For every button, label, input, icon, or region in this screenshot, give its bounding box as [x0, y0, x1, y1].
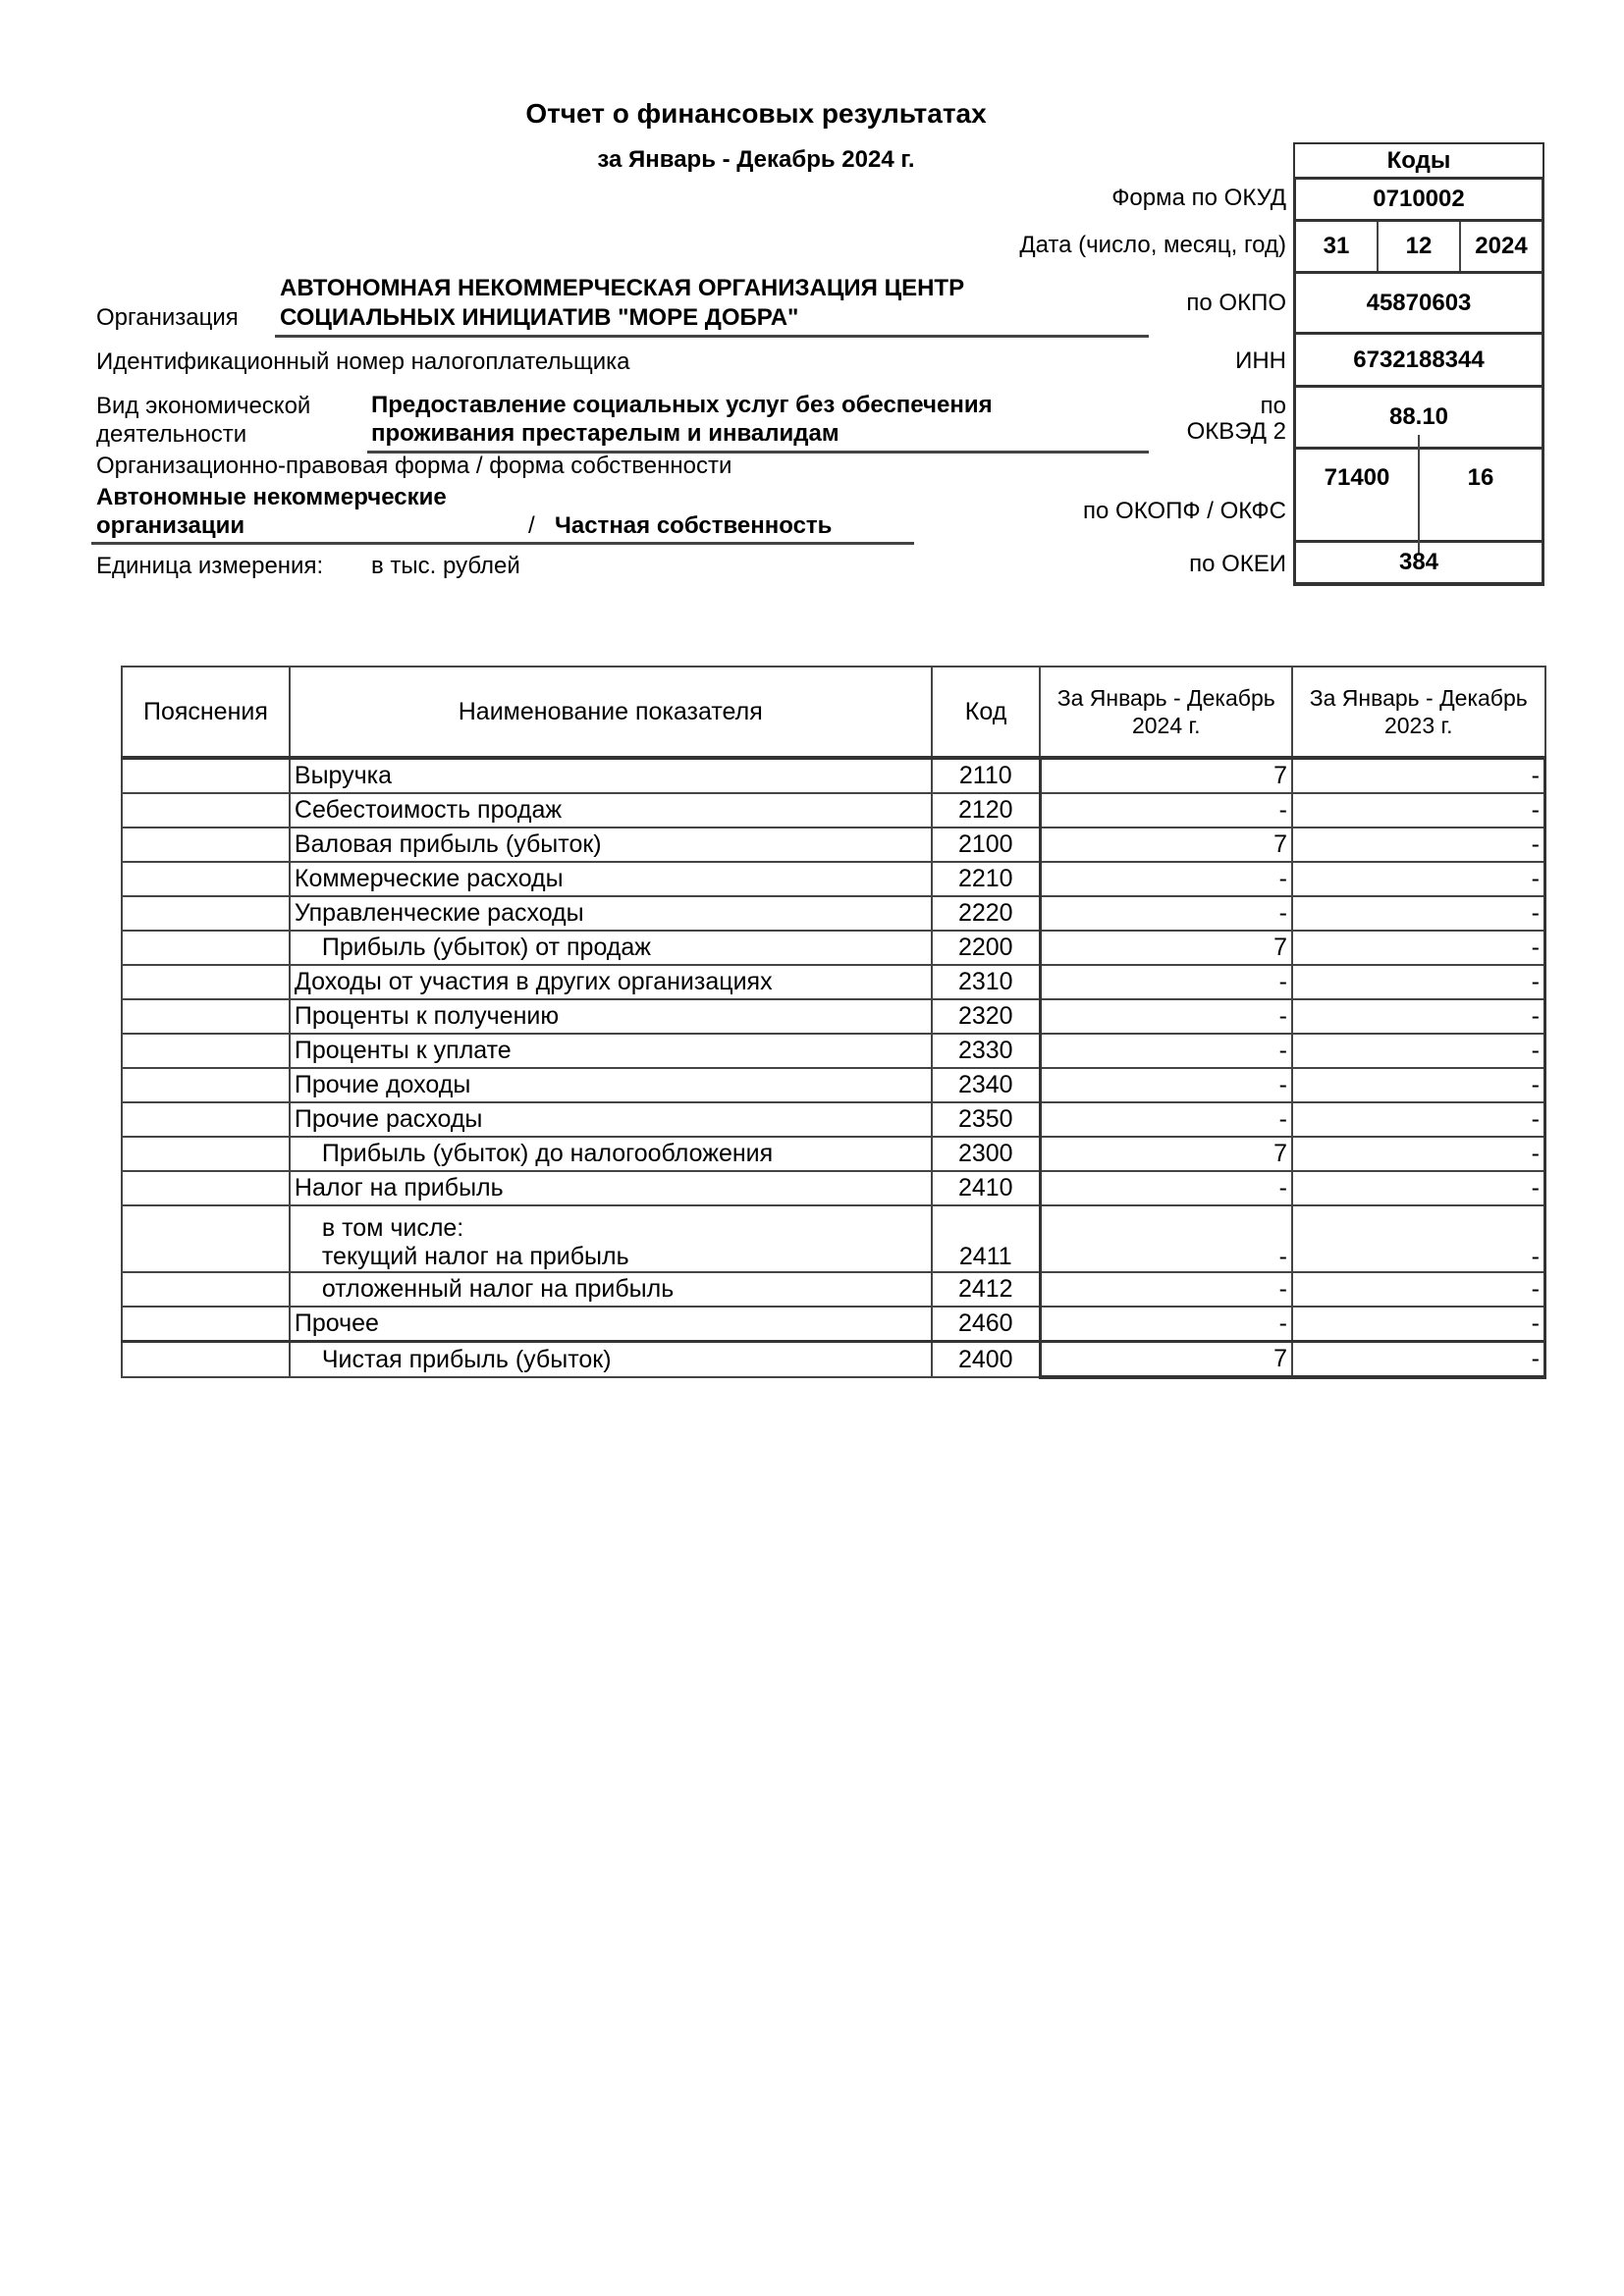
okpo-label: по ОКПО	[1186, 290, 1286, 316]
okpo-value: 45870603	[1293, 274, 1544, 335]
report-title: Отчет о финансовых результатах	[525, 98, 987, 129]
row-code: 2350	[932, 1102, 1041, 1137]
legal-form-label: Организационно-правовая форма / форма собственности	[96, 453, 732, 479]
okopf-okfs-row	[1293, 450, 1544, 543]
row-value-current: 7	[1040, 828, 1292, 862]
row-code: 2300	[932, 1137, 1041, 1171]
activity-line-2: проживания престарелым и инвалидам	[367, 420, 1149, 454]
row-name: Прибыль (убыток) от продаж	[290, 931, 932, 965]
row-code: 2310	[932, 965, 1041, 999]
row-name-prefix: в том числе:	[321, 1214, 464, 1242]
okved-label-1: по	[1260, 393, 1286, 419]
activity-line-1: Предоставление социальных услуг без обеспечения	[371, 392, 993, 418]
table-row	[122, 793, 1545, 828]
row-value-previous: -	[1292, 758, 1545, 793]
row-value-current: -	[1040, 1034, 1292, 1068]
row-value-previous: -	[1292, 1068, 1545, 1102]
row-code: 2330	[932, 1034, 1041, 1068]
row-code: 2110	[932, 758, 1041, 793]
row-name: Прочее	[290, 1307, 932, 1342]
header-code: Код	[932, 667, 1041, 758]
row-value-previous: -	[1292, 828, 1545, 862]
row-notes	[122, 896, 290, 931]
table-row	[122, 1342, 1545, 1378]
row-value-current: -	[1040, 1272, 1292, 1307]
row-value-current: 7	[1040, 1137, 1292, 1171]
table-row	[122, 758, 1545, 793]
table-row	[122, 999, 1545, 1034]
header-current-line-2: 2024 г.	[1131, 713, 1201, 738]
row-notes	[122, 1205, 290, 1272]
row-name: Проценты к уплате	[290, 1034, 932, 1068]
row-value-previous: -	[1292, 1342, 1545, 1378]
org-name-line-2: СОЦИАЛЬНЫХ ИНИЦИАТИВ "МОРЕ ДОБРА"	[275, 304, 1149, 338]
date-day: 31	[1296, 222, 1379, 271]
row-name: Доходы от участия в других организациях	[290, 965, 932, 999]
legal-form-line-2: организации	[96, 512, 245, 539]
okfs-value: 16	[1467, 464, 1494, 491]
row-notes	[122, 862, 290, 896]
activity-label-2: деятельности	[96, 421, 247, 448]
header-current-line-1: За Январь - Декабрь	[1056, 685, 1275, 711]
okopf-label: по ОКОПФ / ОКФС	[1083, 498, 1286, 524]
row-notes	[122, 828, 290, 862]
row-name-text: текущий налог на прибыль	[321, 1243, 629, 1270]
okei-value: 384	[1293, 543, 1544, 586]
legal-form-line-1: Автономные некоммерческие	[96, 484, 447, 510]
row-value-current: 7	[1040, 1342, 1292, 1378]
okopf-value: 71400	[1296, 435, 1420, 555]
row-value-current: -	[1040, 896, 1292, 931]
unit-label: Единица измерения:	[96, 553, 324, 579]
row-name: Прибыль (убыток) до налогообложения	[290, 1137, 932, 1171]
row-value-previous: -	[1292, 1034, 1545, 1068]
row-name: Чистая прибыль (убыток)	[290, 1342, 932, 1378]
row-notes	[122, 758, 290, 793]
row-code: 2412	[932, 1272, 1041, 1307]
row-code: 2410	[932, 1171, 1041, 1205]
org-name-line-1: АВТОНОМНАЯ НЕКОММЕРЧЕСКАЯ ОРГАНИЗАЦИЯ ЦЕНТР	[280, 275, 965, 301]
row-value-previous: -	[1292, 1171, 1545, 1205]
row-notes	[122, 1272, 290, 1307]
row-value-previous: -	[1292, 999, 1545, 1034]
row-name: Коммерческие расходы	[290, 862, 932, 896]
table-row	[122, 896, 1545, 931]
financial-results-table	[121, 666, 1546, 1379]
row-notes	[122, 1034, 290, 1068]
ownership-form: Частная собственность	[555, 512, 833, 539]
row-value-current: -	[1040, 965, 1292, 999]
org-label: Организация	[96, 304, 239, 331]
row-value-current: 7	[1040, 931, 1292, 965]
row-name: Выручка	[290, 758, 932, 793]
inn-label: ИНН	[1235, 347, 1286, 374]
row-value-current: -	[1040, 1102, 1292, 1137]
row-notes	[122, 1307, 290, 1342]
row-name: отложенный налог на прибыль	[290, 1272, 932, 1307]
row-code: 2400	[932, 1342, 1041, 1378]
row-value-current: -	[1040, 793, 1292, 828]
table-row	[122, 1137, 1545, 1171]
row-name: Прочие доходы	[290, 1068, 932, 1102]
row-value-previous: -	[1292, 931, 1545, 965]
unit-value: в тыс. рублей	[371, 553, 520, 579]
table-row	[122, 1205, 1545, 1272]
row-code: 2210	[932, 862, 1041, 896]
inn-value: 6732188344	[1293, 335, 1544, 388]
legal-form-separator: /	[528, 512, 535, 539]
row-notes	[122, 1068, 290, 1102]
row-notes	[122, 931, 290, 965]
row-name	[290, 1205, 932, 1272]
table-row	[122, 828, 1545, 862]
row-value-previous: -	[1292, 1272, 1545, 1307]
row-code: 2100	[932, 828, 1041, 862]
row-value-previous: -	[1292, 1102, 1545, 1137]
okud-value: 0710002	[1293, 179, 1544, 222]
row-code: 2320	[932, 999, 1041, 1034]
row-code: 2200	[932, 931, 1041, 965]
row-name: Управленческие расходы	[290, 896, 932, 931]
table-row	[122, 965, 1545, 999]
row-notes	[122, 965, 290, 999]
row-name: Себестоимость продаж	[290, 793, 932, 828]
row-notes	[122, 1137, 290, 1171]
table-header-row	[122, 667, 1545, 758]
report-period: за Январь - Декабрь 2024 г.	[597, 146, 915, 173]
header-current-period	[1040, 667, 1292, 758]
row-value-previous: -	[1292, 1205, 1545, 1272]
row-value-previous: -	[1292, 1137, 1545, 1171]
row-value-current: 7	[1040, 758, 1292, 793]
date-label: Дата (число, месяц, год)	[1019, 232, 1286, 258]
header-notes: Пояснения	[122, 667, 290, 758]
table-row	[122, 862, 1545, 896]
row-value-current: -	[1040, 862, 1292, 896]
row-code: 2340	[932, 1068, 1041, 1102]
row-notes	[122, 1102, 290, 1137]
table-row	[122, 1171, 1545, 1205]
row-value-current: -	[1040, 1068, 1292, 1102]
row-notes	[122, 793, 290, 828]
row-value-current: -	[1040, 999, 1292, 1034]
row-value-current: -	[1040, 1171, 1292, 1205]
date-row	[1293, 222, 1544, 274]
date-month: 12	[1379, 222, 1461, 271]
inn-full-label: Идентификационный номер налогоплательщика	[96, 348, 630, 375]
header-previous-line-1: За Январь - Декабрь	[1309, 685, 1528, 711]
row-code: 2220	[932, 896, 1041, 931]
row-code: 2411	[932, 1205, 1041, 1272]
row-code: 2120	[932, 793, 1041, 828]
row-notes	[122, 1342, 290, 1378]
row-name: Проценты к получению	[290, 999, 932, 1034]
row-value-previous: -	[1292, 896, 1545, 931]
table-row	[122, 931, 1545, 965]
okved-value: 88.10	[1293, 388, 1544, 450]
okved-label-2: ОКВЭД 2	[1186, 418, 1286, 445]
header-previous-line-2: 2023 г.	[1383, 713, 1453, 738]
row-value-previous: -	[1292, 862, 1545, 896]
okud-label: Форма по ОКУД	[1111, 185, 1286, 211]
codes-heading: Коды	[1293, 142, 1544, 180]
table-row	[122, 1102, 1545, 1137]
table-row	[122, 1272, 1545, 1307]
activity-label-1: Вид экономической	[96, 393, 311, 419]
row-name: Налог на прибыль	[290, 1171, 932, 1205]
table-row	[122, 1034, 1545, 1068]
row-value-previous: -	[1292, 793, 1545, 828]
row-name: Валовая прибыль (убыток)	[290, 828, 932, 862]
table-row	[122, 1307, 1545, 1342]
row-value-previous: -	[1292, 1307, 1545, 1342]
header-name: Наименование показателя	[290, 667, 932, 758]
row-value-previous: -	[1292, 965, 1545, 999]
row-value-current: -	[1040, 1307, 1292, 1342]
row-code: 2460	[932, 1307, 1041, 1342]
table-row	[122, 1068, 1545, 1102]
row-notes	[122, 999, 290, 1034]
row-value-current: -	[1040, 1205, 1292, 1272]
row-name: Прочие расходы	[290, 1102, 932, 1137]
header-previous-period	[1292, 667, 1545, 758]
okei-label: по ОКЕИ	[1189, 551, 1286, 577]
row-notes	[122, 1171, 290, 1205]
date-year: 2024	[1475, 233, 1528, 259]
